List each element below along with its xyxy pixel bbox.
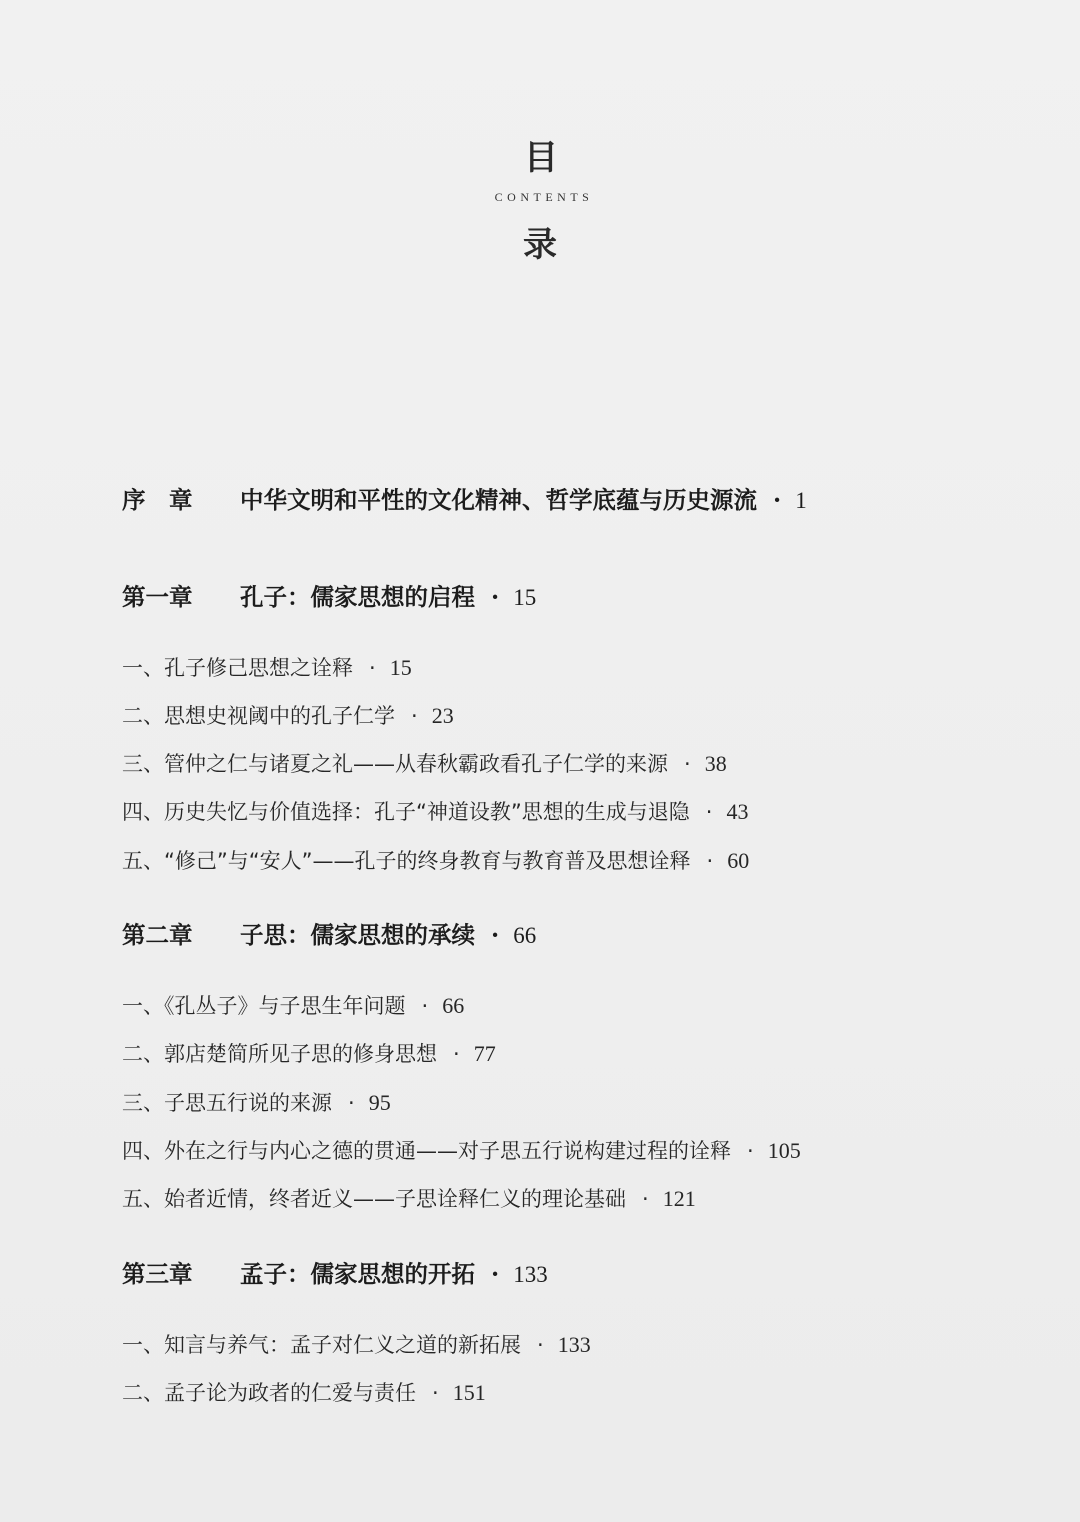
separator-dot: · — [705, 800, 713, 824]
page-number: 38 — [704, 751, 727, 776]
page-number: 15 — [513, 585, 537, 610]
section-title: 一、孔子修己思想之诠释 — [122, 656, 353, 680]
page-number: 43 — [726, 799, 749, 824]
section-title: 一、《孔丛子》与子思生年问题 — [122, 994, 406, 1018]
page-number: 66 — [442, 993, 465, 1018]
toc-section[interactable] — [122, 992, 464, 1020]
section-title: 四、外在之行与内心之德的贯通——对子思五行说构建过程的诠释 — [122, 1139, 731, 1163]
section-title: 一、知言与养气：孟子对仁义之道的新拓展 — [122, 1333, 521, 1357]
toc-chapter-3[interactable] — [122, 1259, 548, 1290]
page-number: 133 — [513, 1262, 548, 1287]
toc-section[interactable] — [122, 1040, 496, 1068]
chapter-title: 孔子：儒家思想的启程 — [240, 583, 475, 611]
chapter-label: 第一章 — [122, 583, 193, 611]
toc-chapter-2[interactable] — [122, 920, 536, 951]
section-title: 二、郭店楚简所见子思的修身思想 — [122, 1042, 437, 1066]
separator-dot: · — [453, 1042, 460, 1066]
toc-section[interactable] — [122, 1379, 486, 1407]
page-number: 60 — [727, 848, 750, 873]
toc-section[interactable] — [122, 847, 749, 875]
page-number: 121 — [662, 1186, 696, 1211]
separator-dot: · — [432, 1381, 439, 1405]
chapter-label: 第三章 — [122, 1260, 193, 1288]
section-title: 五、“修己”与“安人”——孔子的终身教育与教育普及思想诠释 — [122, 849, 691, 873]
contents-heading — [0, 138, 1080, 265]
toc-section[interactable] — [122, 798, 748, 826]
page-number: 15 — [389, 655, 412, 680]
chapter-title: 中华文明和平性的文化精神、哲学底蕴与历史源流 — [240, 486, 757, 514]
separator-dot: · — [369, 656, 376, 680]
separator-dot: · — [537, 1333, 544, 1357]
separator-dot: · — [747, 1139, 754, 1163]
toc-section[interactable] — [122, 1089, 391, 1117]
separator-dot: · — [421, 994, 429, 1018]
toc-chapter-1[interactable] — [122, 582, 536, 613]
toc-section[interactable] — [122, 1185, 696, 1213]
separator-dot: · — [773, 486, 782, 514]
chapter-label: 序 章 — [122, 486, 193, 514]
page-number: 151 — [452, 1380, 486, 1405]
separator-dot: · — [491, 583, 500, 611]
chapter-title: 孟子：儒家思想的开拓 — [240, 1260, 475, 1288]
separator-dot: · — [491, 921, 500, 949]
page-number: 95 — [368, 1090, 391, 1115]
section-title: 三、子思五行说的来源 — [122, 1091, 332, 1115]
page-number: 66 — [513, 923, 537, 948]
toc-section[interactable] — [122, 1137, 801, 1165]
page-number: 23 — [431, 703, 454, 728]
page-number: 105 — [767, 1138, 801, 1163]
toc-section[interactable] — [122, 702, 454, 730]
chapter-title: 子思：儒家思想的承续 — [240, 921, 475, 949]
section-title: 三、管仲之仁与诸夏之礼——从春秋霸政看孔子仁学的来源 — [122, 752, 668, 776]
separator-dot: · — [411, 704, 418, 728]
separator-dot: · — [684, 752, 691, 776]
chapter-label: 第二章 — [122, 921, 193, 949]
separator-dot: · — [706, 849, 714, 873]
toc-section[interactable] — [122, 1331, 591, 1359]
section-title: 五、始者近情，终者近义——子思诠释仁义的理论基础 — [122, 1187, 626, 1211]
separator-dot: · — [491, 1260, 500, 1288]
section-title: 四、历史失忆与价值选择：孔子“神道设教”思想的生成与退隐 — [122, 800, 690, 824]
toc-section[interactable] — [122, 750, 727, 778]
section-title: 二、孟子论为政者的仁爱与责任 — [122, 1381, 416, 1405]
toc-prologue[interactable] — [122, 485, 807, 516]
page-number: 1 — [795, 488, 807, 513]
heading-char-lu: 录 — [523, 225, 557, 265]
separator-dot: · — [348, 1091, 355, 1115]
heading-contents-word: CONTENTS — [494, 190, 594, 204]
page-number: 77 — [473, 1041, 496, 1066]
section-title: 二、思想史视阈中的孔子仁学 — [122, 704, 395, 728]
page-number: 133 — [557, 1332, 591, 1357]
toc-section[interactable] — [122, 654, 412, 682]
separator-dot: · — [642, 1187, 649, 1211]
heading-char-mu: 目 — [524, 138, 558, 178]
